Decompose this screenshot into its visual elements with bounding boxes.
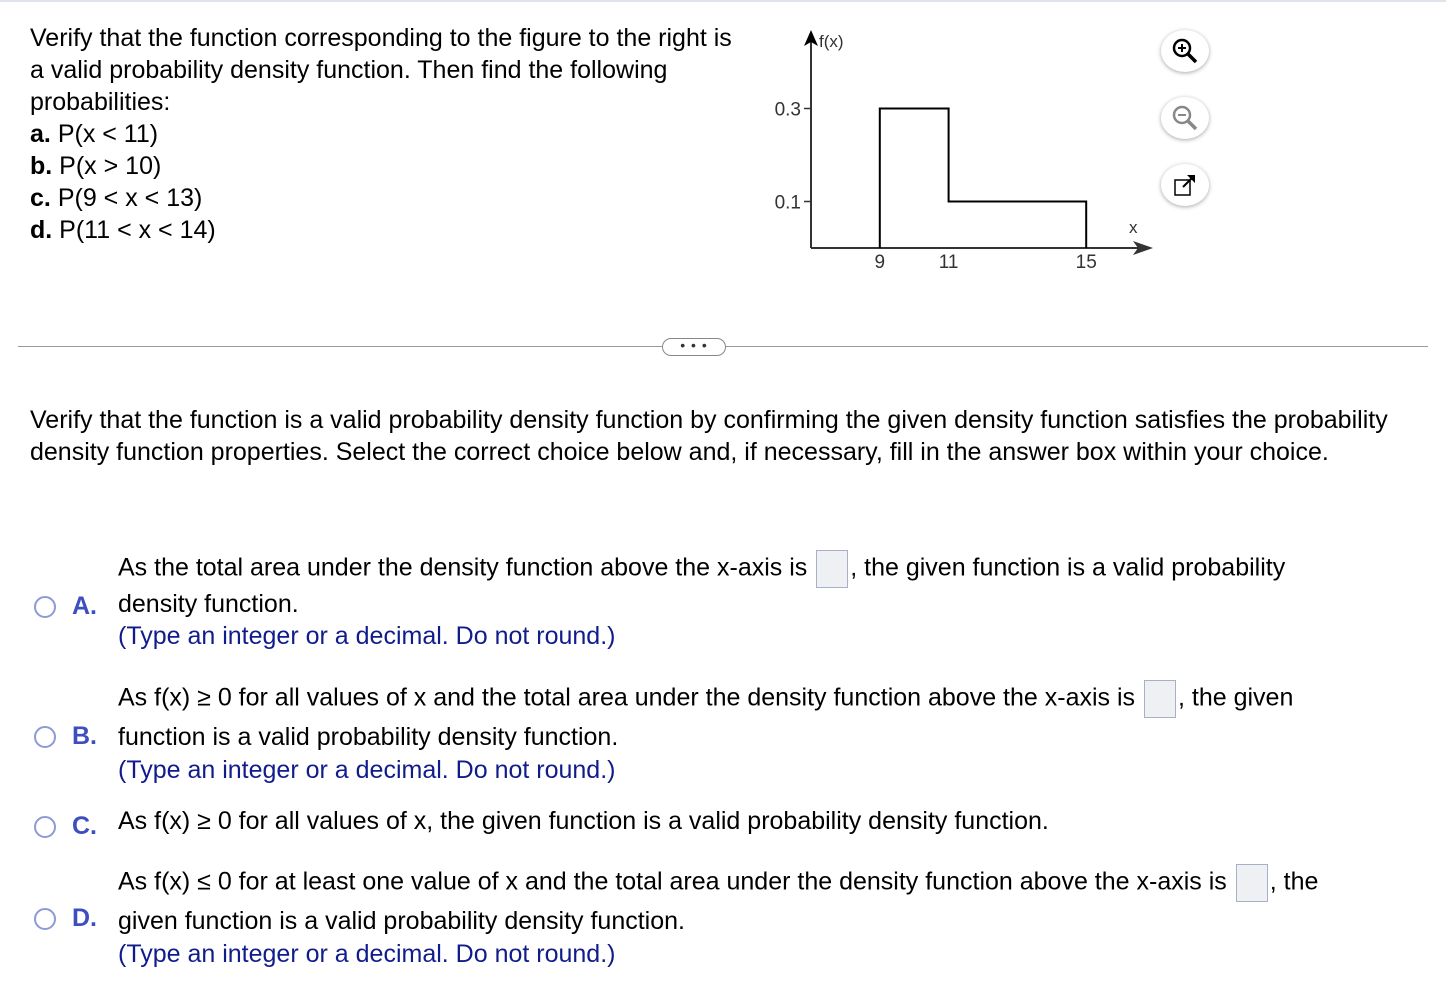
popout-button[interactable]: [1161, 164, 1209, 206]
answer-box-a[interactable]: [816, 550, 848, 588]
x-tick-label: 9: [874, 252, 886, 273]
choice-letter: D.: [72, 904, 97, 932]
choice-text: As f(x) ≥ 0 for all values of x, the given function is a valid probability density function.: [118, 807, 1049, 835]
density-chart: [0, 0, 1160, 290]
choice-text: As the total area under the density function above the x-axis is: [118, 553, 808, 582]
answer-box-d[interactable]: [1236, 864, 1268, 902]
hint-text: (Type an integer or a decimal. Do not round.): [118, 622, 616, 650]
part-label: c.: [30, 184, 51, 212]
choice-letter: A.: [72, 592, 97, 620]
part-text: P(x < 11): [57, 120, 159, 148]
zoom-out-button[interactable]: [1161, 97, 1209, 139]
instruction-text: Verify that the function is a valid probability density function by confirming the given density function satisfies the probability density function properties. Select the correct choice below and, if necessary, fill in the answer box within your choice.: [30, 406, 1388, 466]
answer-box-b[interactable]: [1144, 680, 1176, 718]
part-label: d.: [30, 216, 53, 244]
choice-letter: C.: [72, 812, 97, 840]
zoom-out-icon: [1170, 103, 1200, 133]
choice-text: , the: [1269, 867, 1319, 896]
choice-text: As f(x) ≤ 0 for at least one value of x and the total area under the density function above the x-axis is: [118, 867, 1227, 896]
choice-text: , the given: [1178, 683, 1294, 712]
radio-d[interactable]: [34, 908, 56, 930]
hint-text: (Type an integer or a decimal. Do not round.): [118, 940, 616, 968]
choice-text: given function is a valid probability density function.: [118, 907, 685, 935]
part-text: P(9 < x < 13): [57, 184, 203, 212]
zoom-in-icon: [1170, 36, 1200, 66]
density-line: [880, 109, 1086, 249]
part-text: P(x > 10): [59, 152, 162, 180]
y-axis-label: f(x): [819, 32, 844, 51]
y-tick-label: 0.3: [774, 99, 801, 121]
radio-b[interactable]: [34, 726, 56, 748]
part-label: b.: [30, 152, 53, 180]
choice-text: function is a valid probability density function.: [118, 723, 619, 751]
x-tick-label: 15: [1075, 252, 1097, 273]
question-intro: Verify that the function corresponding to the figure to the right is a valid probability density function. Then find the following probabilities:: [30, 24, 732, 116]
choice-letter: B.: [72, 722, 97, 750]
popout-icon: [1172, 172, 1198, 198]
choice-text: As f(x) ≥ 0 for all values of x and the total area under the density function above the x-axis is: [118, 683, 1136, 712]
choice-text: density function.: [118, 590, 299, 618]
x-tick-label: 11: [938, 252, 959, 273]
part-label: a.: [30, 120, 51, 148]
x-axis-label: x: [1129, 218, 1138, 237]
radio-c[interactable]: [34, 816, 56, 838]
hint-text: (Type an integer or a decimal. Do not round.): [118, 756, 616, 784]
y-tick-label: 0.1: [774, 192, 801, 214]
radio-a[interactable]: [34, 596, 56, 618]
zoom-in-button[interactable]: [1161, 30, 1209, 72]
choice-text: , the given function is a valid probability: [850, 553, 1286, 582]
more-button[interactable]: • • •: [662, 338, 726, 356]
part-text: P(11 < x < 14): [59, 216, 216, 244]
